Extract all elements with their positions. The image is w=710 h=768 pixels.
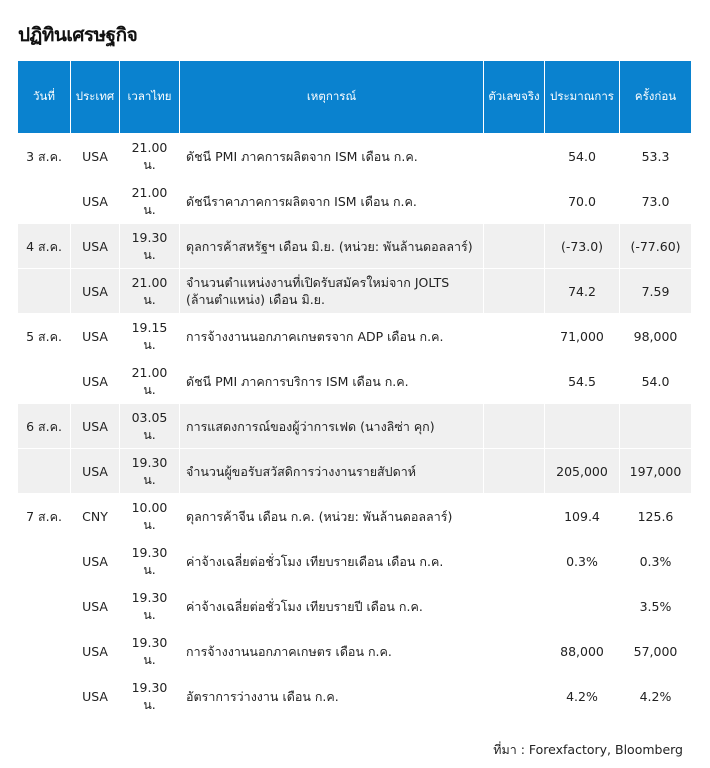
cell-country: USA xyxy=(71,178,120,223)
cell-country: USA xyxy=(71,133,120,178)
header-event: เหตุการณ์ xyxy=(180,61,484,133)
cell-time: 19.15 น. xyxy=(120,313,180,358)
cell-actual xyxy=(484,178,545,223)
cell-actual xyxy=(484,583,545,628)
cell-forecast: 4.2% xyxy=(545,673,620,718)
cell-country: USA xyxy=(71,358,120,403)
cell-actual xyxy=(484,268,545,313)
header-date: วันที่ xyxy=(18,61,71,133)
cell-date: 3 ส.ค. xyxy=(18,133,71,178)
cell-time: 03.05 น. xyxy=(120,403,180,448)
cell-actual xyxy=(484,673,545,718)
cell-time: 21.00 น. xyxy=(120,268,180,313)
cell-previous: 73.0 xyxy=(620,178,691,223)
cell-date: 4 ส.ค. xyxy=(18,223,71,268)
cell-date xyxy=(18,628,71,673)
cell-event: การแสดงการณ์ของผู้ว่าการเฟด (นางลิซ่า คุก) xyxy=(180,403,484,448)
cell-country: USA xyxy=(71,583,120,628)
cell-event: ค่าจ้างเฉลี่ยต่อชั่วโมง เทียบรายปี เดือน ก.ค. xyxy=(180,583,484,628)
cell-actual xyxy=(484,448,545,493)
header-actual: ตัวเลขจริง xyxy=(484,61,545,133)
table-row xyxy=(18,403,691,448)
cell-date: 6 ส.ค. xyxy=(18,403,71,448)
cell-time: 21.00 น. xyxy=(120,358,180,403)
cell-date xyxy=(18,673,71,718)
cell-date: 7 ส.ค. xyxy=(18,493,71,538)
source-note: ที่มา : Forexfactory, Bloomberg xyxy=(493,742,683,757)
cell-forecast xyxy=(545,583,620,628)
cell-previous: 3.5% xyxy=(620,583,691,628)
cell-country: USA xyxy=(71,628,120,673)
table-row xyxy=(18,313,691,358)
cell-actual xyxy=(484,493,545,538)
cell-country: USA xyxy=(71,223,120,268)
cell-event: จำนวนตำแหน่งงานที่เปิดรับสมัครใหม่จาก JOLTS (ล้านตำแหน่ง) เดือน มิ.ย. xyxy=(180,268,484,313)
cell-previous: 7.59 xyxy=(620,268,691,313)
cell-event: ดัชนีราคาภาคการผลิตจาก ISM เดือน ก.ค. xyxy=(180,178,484,223)
table-header-row xyxy=(18,61,691,133)
cell-country: USA xyxy=(71,673,120,718)
header-time: เวลาไทย xyxy=(120,61,180,133)
table-row xyxy=(18,493,691,538)
cell-country: USA xyxy=(71,538,120,583)
cell-previous: 57,000 xyxy=(620,628,691,673)
cell-previous: 54.0 xyxy=(620,358,691,403)
cell-date xyxy=(18,583,71,628)
cell-event: ดุลการค้าสหรัฐฯ เดือน มิ.ย. (หน่วย: พันล้านดอลลาร์) xyxy=(180,223,484,268)
cell-forecast: (-73.0) xyxy=(545,223,620,268)
cell-actual xyxy=(484,133,545,178)
cell-actual xyxy=(484,628,545,673)
cell-forecast: 0.3% xyxy=(545,538,620,583)
cell-date: 5 ส.ค. xyxy=(18,313,71,358)
cell-previous: 0.3% xyxy=(620,538,691,583)
cell-event: ดุลการค้าจีน เดือน ก.ค. (หน่วย: พันล้านดอลลาร์) xyxy=(180,493,484,538)
cell-date xyxy=(18,178,71,223)
cell-forecast: 71,000 xyxy=(545,313,620,358)
cell-time: 19.30 น. xyxy=(120,628,180,673)
cell-previous: 125.6 xyxy=(620,493,691,538)
table-row xyxy=(18,583,691,628)
header-previous: ครั้งก่อน xyxy=(620,61,691,133)
cell-country: USA xyxy=(71,268,120,313)
table-row xyxy=(18,628,691,673)
cell-country: CNY xyxy=(71,493,120,538)
cell-actual xyxy=(484,403,545,448)
table-row xyxy=(18,178,691,223)
economic-calendar-table xyxy=(18,61,691,718)
cell-actual xyxy=(484,313,545,358)
cell-date xyxy=(18,448,71,493)
cell-forecast: 70.0 xyxy=(545,178,620,223)
table-row xyxy=(18,223,691,268)
cell-time: 19.30 น. xyxy=(120,673,180,718)
table-row xyxy=(18,133,691,178)
cell-country: USA xyxy=(71,448,120,493)
cell-event: จำนวนผู้ขอรับสวัสดิการว่างงานรายสัปดาห์ xyxy=(180,448,484,493)
cell-event: ดัชนี PMI ภาคการผลิตจาก ISM เดือน ก.ค. xyxy=(180,133,484,178)
cell-forecast: 54.0 xyxy=(545,133,620,178)
cell-forecast: 74.2 xyxy=(545,268,620,313)
cell-time: 19.30 น. xyxy=(120,448,180,493)
cell-forecast: 109.4 xyxy=(545,493,620,538)
cell-event: ดัชนี PMI ภาคการบริการ ISM เดือน ก.ค. xyxy=(180,358,484,403)
cell-time: 21.00 น. xyxy=(120,178,180,223)
cell-date xyxy=(18,268,71,313)
cell-previous: 98,000 xyxy=(620,313,691,358)
cell-time: 19.30 น. xyxy=(120,538,180,583)
header-country: ประเทศ xyxy=(71,61,120,133)
cell-time: 19.30 น. xyxy=(120,583,180,628)
cell-forecast: 205,000 xyxy=(545,448,620,493)
table-body xyxy=(18,133,691,718)
table-row xyxy=(18,673,691,718)
cell-forecast xyxy=(545,403,620,448)
cell-event: การจ้างงานนอกภาคเกษตร เดือน ก.ค. xyxy=(180,628,484,673)
cell-event: อัตราการว่างงาน เดือน ก.ค. xyxy=(180,673,484,718)
cell-event: การจ้างงานนอกภาคเกษตรจาก ADP เดือน ก.ค. xyxy=(180,313,484,358)
cell-previous: 197,000 xyxy=(620,448,691,493)
cell-previous xyxy=(620,403,691,448)
cell-previous: (-77.60) xyxy=(620,223,691,268)
cell-time: 10.00 น. xyxy=(120,493,180,538)
table-row xyxy=(18,448,691,493)
cell-event: ค่าจ้างเฉลี่ยต่อชั่วโมง เทียบรายเดือน เดือน ก.ค. xyxy=(180,538,484,583)
cell-previous: 4.2% xyxy=(620,673,691,718)
cell-time: 21.00 น. xyxy=(120,133,180,178)
cell-actual xyxy=(484,358,545,403)
header-forecast: ประมาณการ xyxy=(545,61,620,133)
cell-actual xyxy=(484,223,545,268)
cell-actual xyxy=(484,538,545,583)
cell-time: 19.30 น. xyxy=(120,223,180,268)
cell-country: USA xyxy=(71,403,120,448)
cell-forecast: 54.5 xyxy=(545,358,620,403)
cell-date xyxy=(18,538,71,583)
cell-country: USA xyxy=(71,313,120,358)
table-row xyxy=(18,358,691,403)
cell-previous: 53.3 xyxy=(620,133,691,178)
table-row xyxy=(18,538,691,583)
cell-date xyxy=(18,358,71,403)
cell-forecast: 88,000 xyxy=(545,628,620,673)
table-row xyxy=(18,268,691,313)
page-title: ปฏิทินเศรษฐกิจ xyxy=(18,24,138,46)
